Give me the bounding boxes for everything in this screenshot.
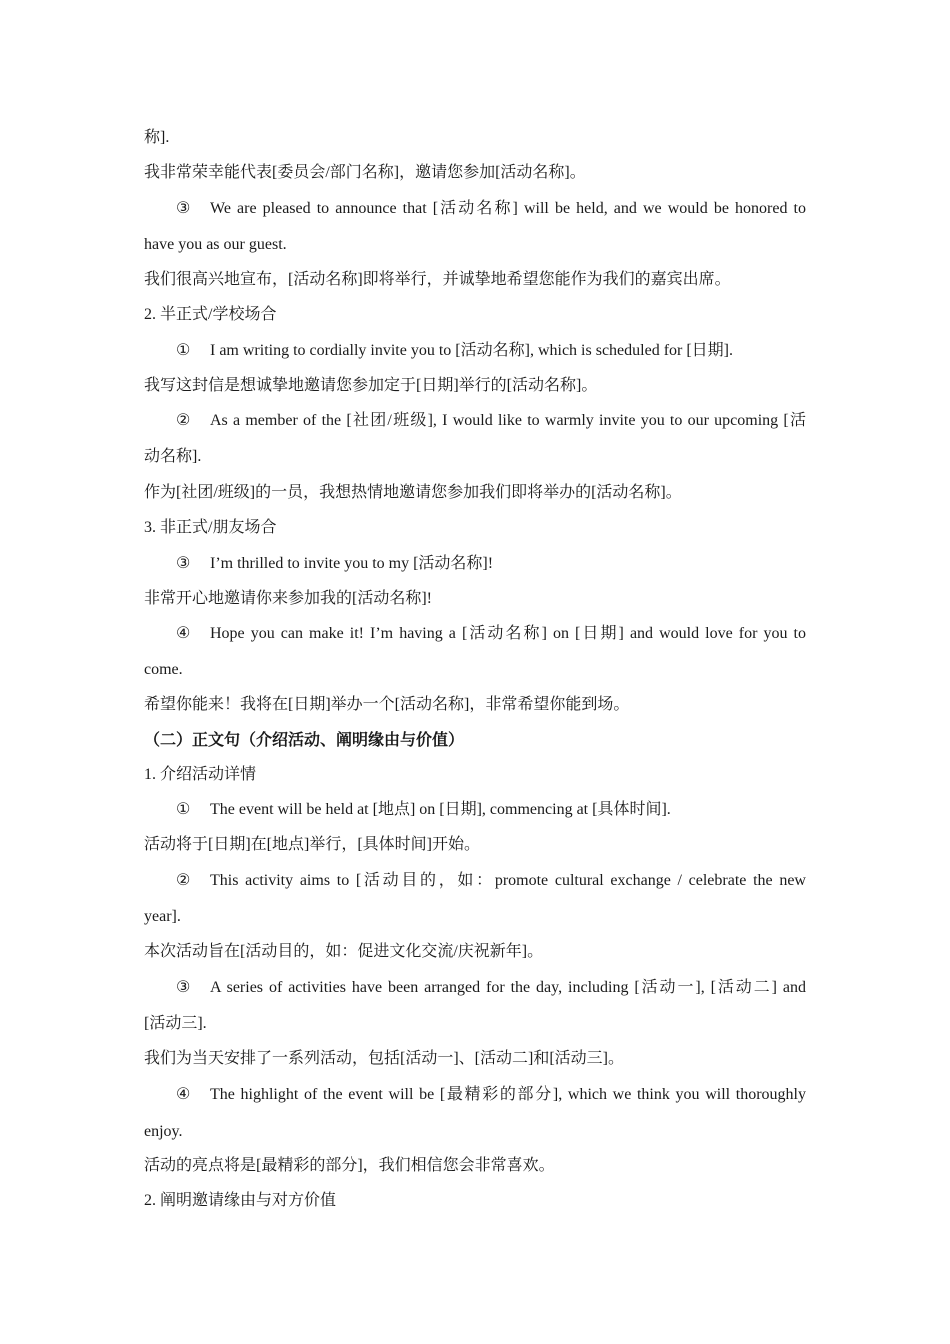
item-number: ① [176, 801, 191, 818]
text-line: 本次活动旨在[活动目的，如：促进文化交流/庆祝新年]。 [144, 943, 544, 960]
part-heading: （二）正文句（介绍活动、阐明缘由与价值） [144, 732, 465, 749]
text-line: 我写这封信是想诚挚地邀请您参加定于[日期]举行的[活动名称]。 [144, 377, 598, 394]
sentence-item [176, 800, 806, 820]
sentence-text: This activity aims to [活动目的，如：promote cultural exchange / celebrate the new [210, 872, 806, 889]
sentence-text: The highlight of the event will be [最精彩的部分], which we think you will thoroughly [210, 1086, 806, 1103]
section-heading: 2. 阐明邀请缘由与对方价值 [144, 1192, 337, 1209]
sentence-item [176, 411, 806, 431]
text-line: 动名称]. [144, 448, 202, 465]
item-number: ② [176, 412, 191, 429]
item-number: ④ [176, 1086, 191, 1103]
item-number: ④ [176, 625, 191, 642]
sentence-text: I am writing to cordially invite you to [活动名称], which is scheduled for [日期]. [210, 342, 734, 359]
sentence-text: As a member of the [社团/班级], I would like to warmly invite you to our upcoming [活 [210, 412, 806, 429]
item-number: ③ [176, 200, 191, 217]
text-line: have you as our guest. [144, 236, 287, 253]
item-number: ③ [176, 979, 191, 996]
text-line: 活动的亮点将是[最精彩的部分]，我们相信您会非常喜欢。 [144, 1157, 555, 1174]
text-line: 希望你能来！我将在[日期]举办一个[活动名称]，非常希望你能到场。 [144, 696, 630, 713]
sentence-text: We are pleased to announce that [活动名称] will be held, and we would be honored to [210, 200, 806, 217]
sentence-item [176, 624, 806, 644]
text-line: enjoy. [144, 1123, 183, 1140]
sentence-text: A series of activities have been arranged for the day, including [活动一], [活动二] and [210, 979, 806, 996]
sentence-text: Hope you can make it! I’m having a [活动名称] on [日期] and would love for you to [210, 625, 806, 642]
text-line: 作为[社团/班级]的一员，我想热情地邀请您参加我们即将举办的[活动名称]。 [144, 484, 682, 501]
text-line: 我们很高兴地宣布，[活动名称]即将举行，并诚挚地希望您能作为我们的嘉宾出席。 [144, 271, 731, 288]
sentence-item [176, 871, 806, 891]
sentence-item [176, 199, 806, 219]
text-line: 我非常荣幸能代表[委员会/部门名称]，邀请您参加[活动名称]。 [144, 164, 586, 181]
text-line: come. [144, 661, 183, 678]
text-line: year]. [144, 908, 181, 925]
item-number: ③ [176, 555, 191, 572]
sentence-item [176, 554, 806, 574]
sentence-item [176, 1085, 806, 1105]
text-line: [活动三]. [144, 1015, 207, 1032]
section-heading: 2. 半正式/学校场合 [144, 306, 277, 323]
sentence-item [176, 341, 806, 361]
section-heading: 3. 非正式/朋友场合 [144, 519, 277, 536]
text-line: 活动将于[日期]在[地点]举行，[具体时间]开始。 [144, 836, 480, 853]
item-number: ② [176, 872, 191, 889]
item-number: ① [176, 342, 191, 359]
sentence-item [176, 978, 806, 998]
text-line: 称]. [144, 129, 170, 146]
sentence-text: The event will be held at [地点] on [日期], commencing at [具体时间]. [210, 801, 671, 818]
text-line: 非常开心地邀请你来参加我的[活动名称]! [144, 590, 432, 607]
text-line: 我们为当天安排了一系列活动，包括[活动一]、[活动二]和[活动三]。 [144, 1050, 624, 1067]
section-heading: 1. 介绍活动详情 [144, 766, 257, 783]
sentence-text: I’m thrilled to invite you to my [活动名称]! [210, 555, 494, 572]
